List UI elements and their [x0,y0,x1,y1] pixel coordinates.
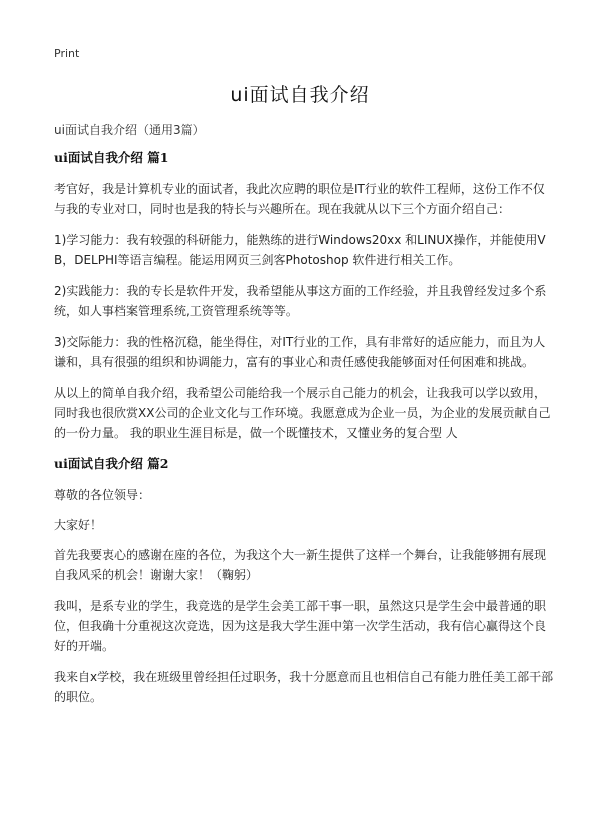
paragraph: 从以上的简单自我介绍，我希望公司能给我一个展示自己能力的机会，让我我可以学以致用，同时我也很欣赏XX公司的企业文化与工作环境。我愿意成为企业一员，为企业的发展贡献自己的一份力量。 我的职业生涯目标是，做一个既懂技术，又懂业务的复合型 人 [54,386,551,440]
paragraph: 我叫，是系专业的学生，我竞选的是学生会美工部干事一职，虽然这只是学生会中最普通的职位，但我确十分重视这次竞选，因为这是我大学生涯中第一次学生活动，我有信心赢得这个良好的开端。 [54,599,547,653]
paragraph: 2)实践能力：我的专长是软件开发，我希望能从事这方面的工作经验，并且我曾经发过多个系统，如人事档案管理系统,工资管理系统等等。 [54,284,547,318]
paragraph: 首先我要衷心的感谢在座的各位，为我这个大一新生提供了这样一个舞台，让我能够拥有展现自我风采的机会！谢谢大家！（鞠躬） [54,548,547,582]
paragraph: 尊敬的各位领导： [54,488,151,502]
paragraph: 大家好！ [54,518,103,532]
document-body [54,150,554,718]
section-heading: ui面试自我介绍 篇1 [54,150,169,165]
paragraph: 3)交际能力：我的性格沉稳，能坐得住，对IT行业的工作，具有非常好的适应能力，而且为人谦和，具有很强的组织和协调能力，富有的事业心和责任感使我能够面对任何困难和挑战。 [54,335,546,369]
section-2 [54,456,554,707]
document-title: ui面试自我介绍 [230,84,370,106]
print-label: Print [54,47,80,60]
paragraph: 1)学习能力：我有较强的科研能力，能熟练的进行Windows20xx 和LINUX操作，并能使用VB，DELPHI等语言编程。能运用网页三剑客Photoshop 软件进行相关工作。 [54,233,546,267]
paragraph: 我来自x学校，我在班级里曾经担任过职务，我十分愿意而且也相信自己有能力胜任美工部干部的职位。 [54,670,554,704]
section-heading: ui面试自我介绍 篇2 [54,456,169,471]
document-subtitle: ui面试自我介绍（通用3篇） [54,123,205,137]
paragraph: 考官好，我是计算机专业的面试者，我此次应聘的职位是IT行业的软件工程师，这份工作不仅与我的专业对口，同时也是我的特长与兴趣所在。现在我就从以下三个方面介绍自己： [54,182,545,216]
section-1 [54,150,554,443]
